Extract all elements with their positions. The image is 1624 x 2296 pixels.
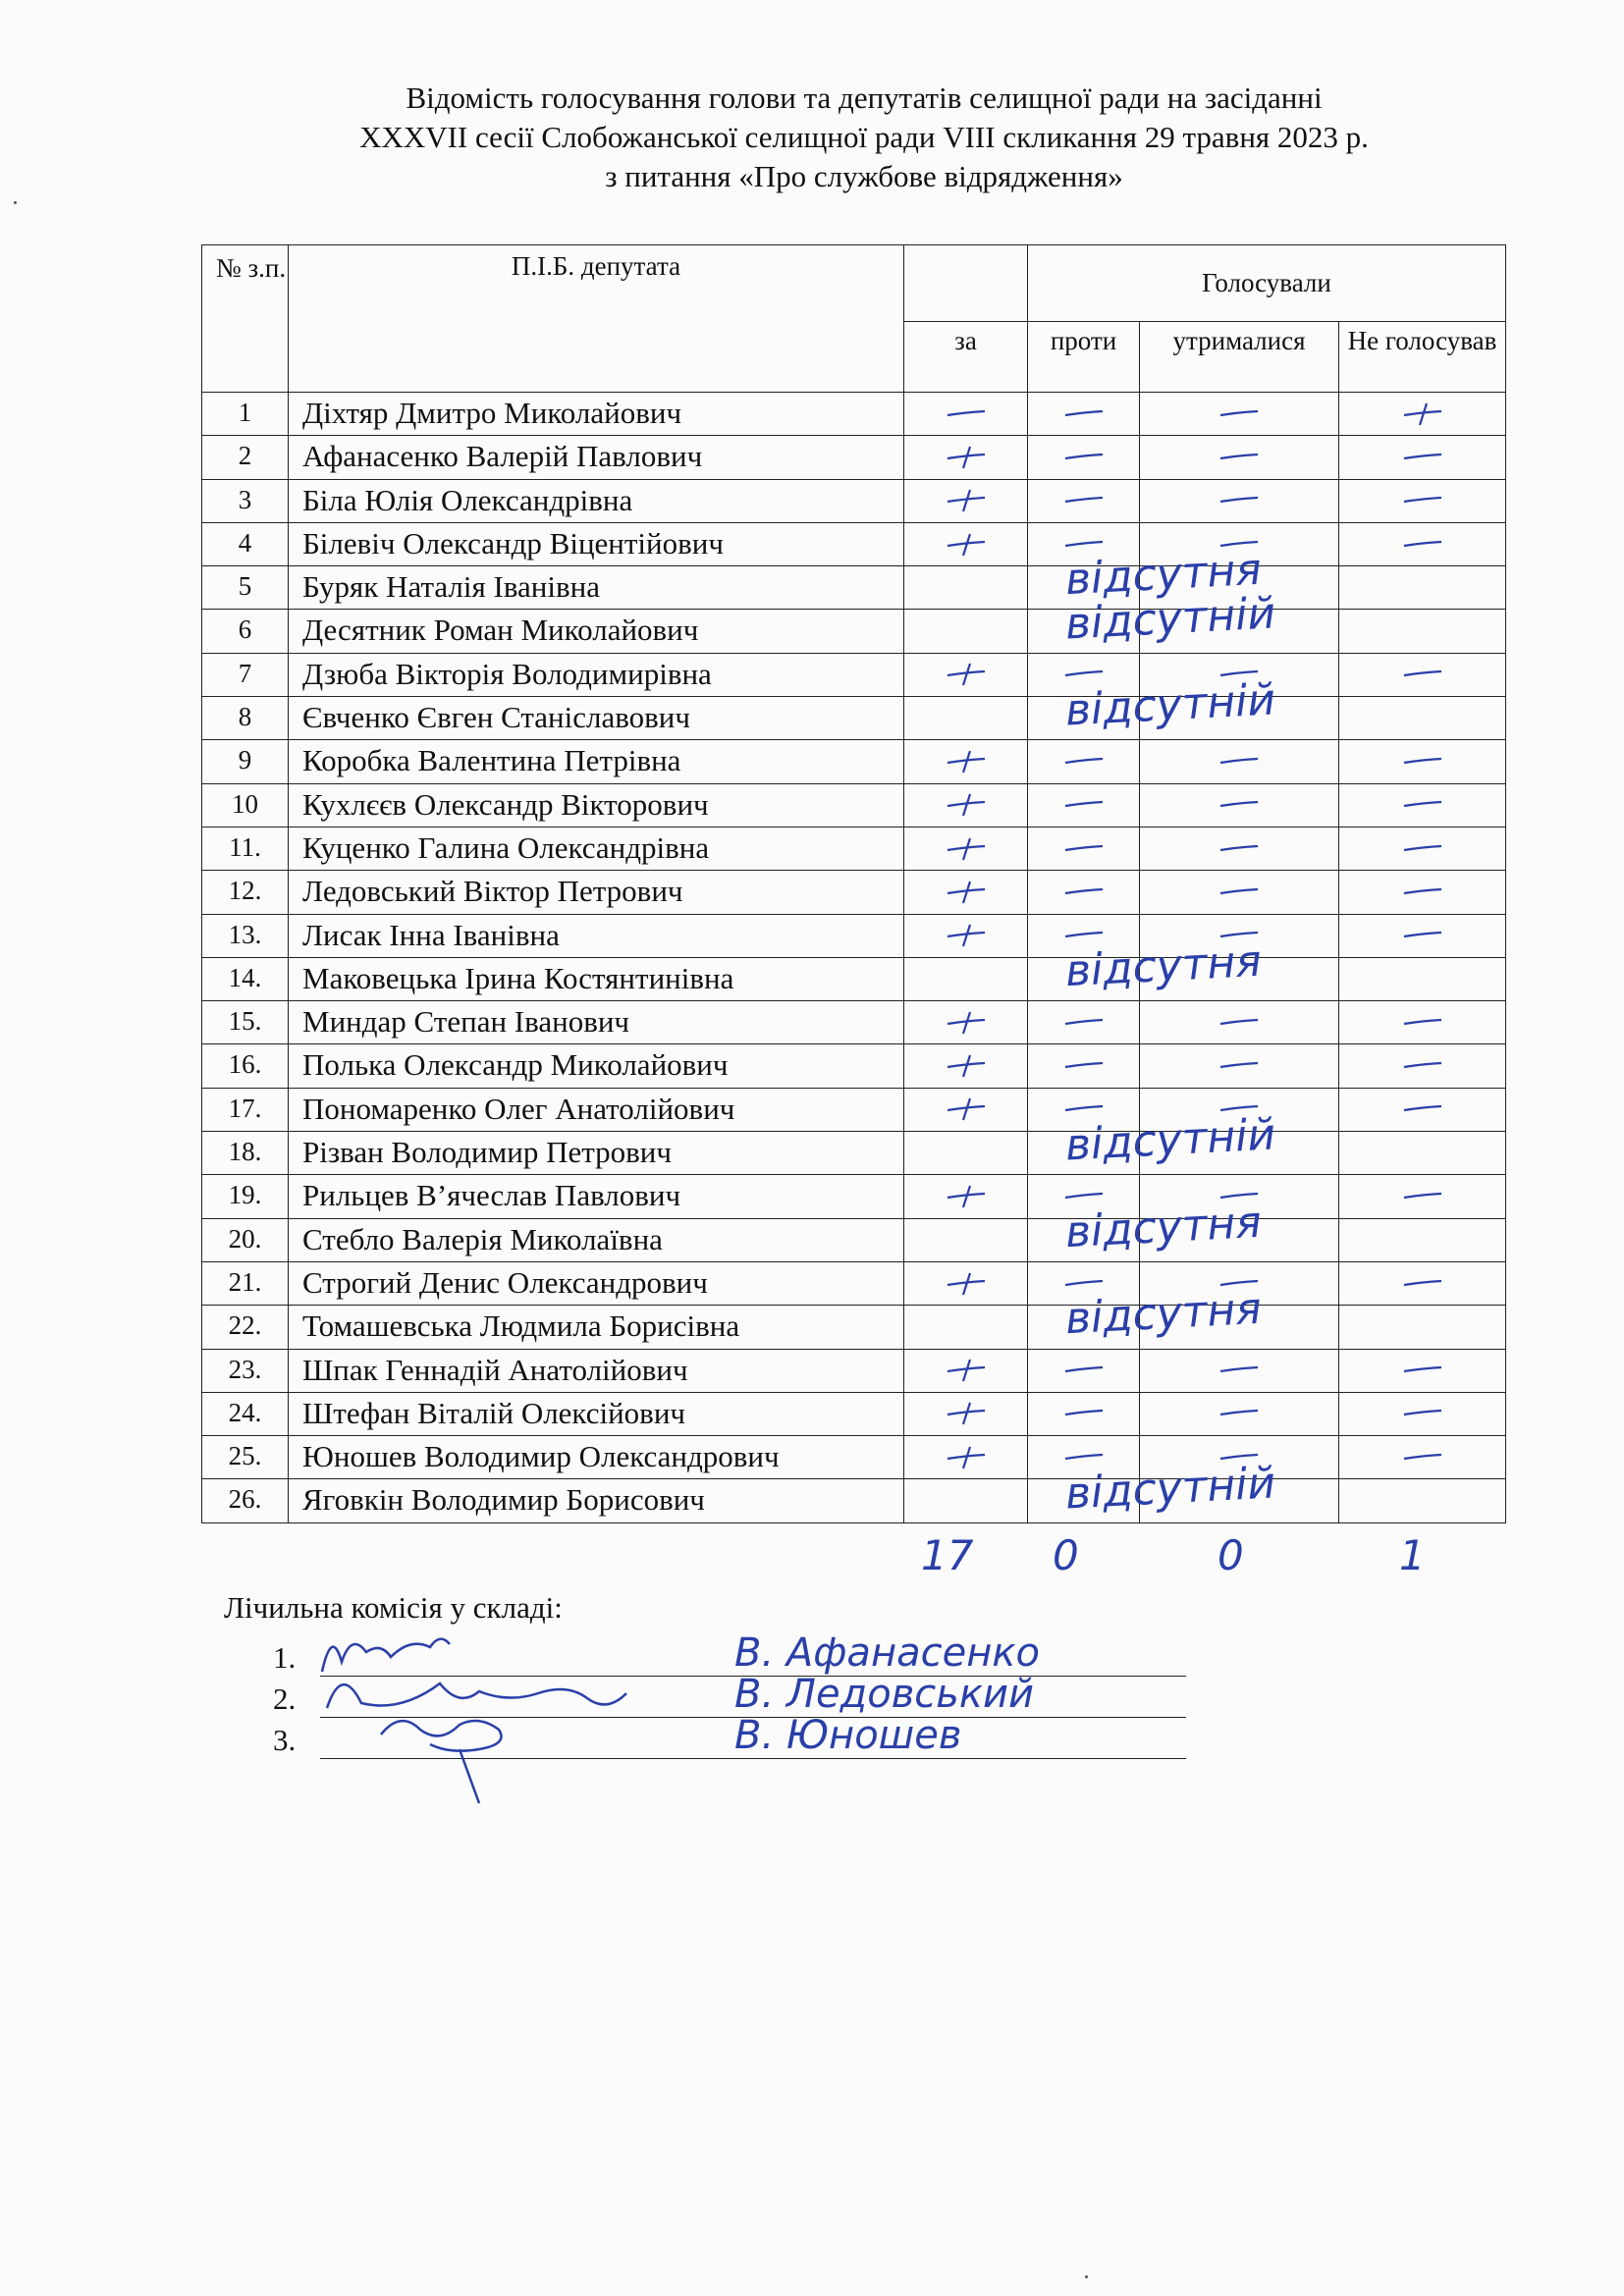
row-number: 15. xyxy=(202,1001,289,1044)
dash-mark xyxy=(1398,1399,1447,1428)
vote-cell-proty xyxy=(1028,1349,1140,1392)
table-row xyxy=(202,783,1506,827)
dash-mark xyxy=(1398,878,1447,907)
vote-cell-za xyxy=(904,697,1028,740)
commission-label: Лічильна комісія у складі: xyxy=(224,1590,563,1625)
vote-cell-za xyxy=(904,1349,1028,1392)
deputy-name: Діхтяр Дмитро Миколайович xyxy=(289,393,904,436)
table-row xyxy=(202,1306,1506,1349)
absent-note: відсутній xyxy=(1063,1109,1277,1171)
scan-speck xyxy=(1085,2275,1088,2278)
vote-cell-ne-holosuvav xyxy=(1339,1132,1506,1175)
vote-cell-ne-holosuvav xyxy=(1339,1436,1506,1479)
row-number: 4 xyxy=(202,522,289,565)
vote-cell-za xyxy=(904,827,1028,870)
dash-mark xyxy=(1398,1269,1447,1299)
table-row xyxy=(202,1436,1506,1479)
vote-cell-ne-holosuvav xyxy=(1339,1001,1506,1044)
dash-mark xyxy=(1398,660,1447,689)
vote-cell-ne-holosuvav xyxy=(1339,610,1506,653)
dash-mark xyxy=(1215,747,1264,776)
vote-cell-proty xyxy=(1028,436,1140,479)
header-proty: проти xyxy=(1028,322,1140,393)
dash-mark xyxy=(1059,878,1109,907)
plus-mark xyxy=(942,1095,991,1124)
vote-cell-za xyxy=(904,957,1028,1000)
dash-mark xyxy=(1215,878,1264,907)
dash-mark xyxy=(1059,790,1109,820)
vote-cell-za xyxy=(904,1479,1028,1522)
table-row xyxy=(202,1392,1506,1435)
dash-mark xyxy=(1398,1182,1447,1211)
vote-cell-za xyxy=(904,1436,1028,1479)
table-row xyxy=(202,1349,1506,1392)
deputy-name: Куценко Галина Олександрівна xyxy=(289,827,904,870)
row-number: 25. xyxy=(202,1436,289,1479)
vote-cell-ne-holosuvav xyxy=(1339,436,1506,479)
dash-mark xyxy=(1059,747,1109,776)
deputy-name: Ледовський Віктор Петрович xyxy=(289,871,904,914)
dash-mark xyxy=(1398,530,1447,560)
vote-cell-za xyxy=(904,1392,1028,1435)
dash-mark xyxy=(1215,1399,1264,1428)
vote-cell-ne-holosuvav xyxy=(1339,566,1506,610)
vote-cell-ne-holosuvav xyxy=(1339,740,1506,783)
vote-cell-utrymalysia xyxy=(1140,1001,1339,1044)
table-row xyxy=(202,653,1506,696)
deputy-name: Яговкін Володимир Борисович xyxy=(289,1479,904,1522)
plus-mark xyxy=(942,1269,991,1299)
header-utrymalysia: утрималися xyxy=(1140,322,1339,393)
signature-3 xyxy=(312,1705,568,1813)
row-number: 8 xyxy=(202,697,289,740)
scan-speck xyxy=(14,201,17,204)
vote-cell-za xyxy=(904,914,1028,957)
absent-note: відсутня xyxy=(1063,544,1263,606)
vote-cell-za xyxy=(904,1306,1028,1349)
dash-mark xyxy=(1398,834,1447,864)
dash-mark xyxy=(1059,443,1109,472)
deputy-name: Десятник Роман Миколайович xyxy=(289,610,904,653)
vote-cell-utrymalysia xyxy=(1140,827,1339,870)
vote-cell-ne-holosuvav xyxy=(1339,914,1506,957)
deputy-name: Полька Олександр Миколайович xyxy=(289,1044,904,1088)
row-number: 24. xyxy=(202,1392,289,1435)
dash-mark xyxy=(1059,486,1109,515)
deputy-name: Дзюба Вікторія Володимирівна xyxy=(289,653,904,696)
deputy-name: Шпак Геннадій Анатолійович xyxy=(289,1349,904,1392)
plus-mark xyxy=(942,1051,991,1081)
row-number: 21. xyxy=(202,1261,289,1305)
vote-cell-za xyxy=(904,479,1028,522)
vote-cell-za xyxy=(904,566,1028,610)
deputy-name: Томашевська Людмила Борисівна xyxy=(289,1306,904,1349)
commission-list xyxy=(273,1630,1186,1760)
deputy-name: Стебло Валерія Миколаївна xyxy=(289,1218,904,1261)
row-number: 1 xyxy=(202,393,289,436)
table-row xyxy=(202,393,1506,436)
total-za: 17 xyxy=(921,1531,974,1579)
dash-mark xyxy=(1215,790,1264,820)
dash-mark xyxy=(1398,790,1447,820)
title-line-3: з питання «Про службове відрядження» xyxy=(605,159,1123,193)
table-row xyxy=(202,1479,1506,1522)
plus-mark xyxy=(942,1443,991,1472)
row-number: 7 xyxy=(202,653,289,696)
table-row xyxy=(202,436,1506,479)
table-row xyxy=(202,1001,1506,1044)
total-ne-holosuvav: 1 xyxy=(1399,1531,1426,1579)
row-number: 12. xyxy=(202,871,289,914)
table-row xyxy=(202,740,1506,783)
dash-mark xyxy=(1059,1051,1109,1081)
vote-cell-za xyxy=(904,1088,1028,1131)
vote-cell-za xyxy=(904,522,1028,565)
row-number: 14. xyxy=(202,957,289,1000)
table-row xyxy=(202,871,1506,914)
vote-cell-ne-holosuvav xyxy=(1339,1218,1506,1261)
voting-table xyxy=(201,244,1506,1523)
plus-mark xyxy=(942,530,991,560)
deputy-name: Строгий Денис Олександрович xyxy=(289,1261,904,1305)
dash-mark xyxy=(1398,1356,1447,1385)
vote-cell-ne-holosuvav xyxy=(1339,1349,1506,1392)
row-number: 17. xyxy=(202,1088,289,1131)
vote-cell-za xyxy=(904,740,1028,783)
table-row xyxy=(202,827,1506,870)
row-number: 3 xyxy=(202,479,289,522)
deputy-name: Рильцев В’ячеслав Павлович xyxy=(289,1175,904,1218)
vote-cell-ne-holosuvav xyxy=(1339,522,1506,565)
table-row xyxy=(202,957,1506,1000)
plus-mark xyxy=(942,1182,991,1211)
vote-cell-ne-holosuvav xyxy=(1339,1392,1506,1435)
deputy-name: Пономаренко Олег Анатолійович xyxy=(289,1088,904,1131)
dash-mark xyxy=(1398,921,1447,950)
dash-mark xyxy=(1398,486,1447,515)
plus-mark xyxy=(1398,400,1447,429)
vote-cell-za xyxy=(904,393,1028,436)
member-num: 3. xyxy=(273,1723,297,1757)
total-proty: 0 xyxy=(1053,1531,1079,1579)
vote-cell-proty xyxy=(1028,393,1140,436)
deputy-name: Білевіч Олександр Віцентійович xyxy=(289,522,904,565)
vote-cell-proty xyxy=(1028,827,1140,870)
vote-cell-ne-holosuvav xyxy=(1339,871,1506,914)
dash-mark xyxy=(1215,1008,1264,1038)
vote-cell-za xyxy=(904,1001,1028,1044)
deputy-name: Буряк Наталія Іванівна xyxy=(289,566,904,610)
deputy-name: Біла Юлія Олександрівна xyxy=(289,479,904,522)
absent-note: відсутній xyxy=(1063,1457,1277,1520)
deputy-name: Маковецька Ірина Костянтинівна xyxy=(289,957,904,1000)
header-name: П.І.Б. депутата xyxy=(289,245,904,393)
vote-cell-ne-holosuvav xyxy=(1339,479,1506,522)
absent-note: відсутня xyxy=(1063,935,1263,997)
vote-cell-utrymalysia xyxy=(1140,1392,1339,1435)
dash-mark xyxy=(1398,1008,1447,1038)
member-num: 1. xyxy=(273,1640,297,1675)
document-title xyxy=(177,79,1551,196)
dash-mark xyxy=(1398,443,1447,472)
row-number: 13. xyxy=(202,914,289,957)
plus-mark xyxy=(942,921,991,950)
dash-mark xyxy=(1215,400,1264,429)
dash-mark xyxy=(1215,1356,1264,1385)
dash-mark xyxy=(1215,486,1264,515)
table-row xyxy=(202,479,1506,522)
header-ne-holosuvav: Не голосував xyxy=(1339,322,1506,393)
dash-mark xyxy=(1398,747,1447,776)
row-number: 11. xyxy=(202,827,289,870)
vote-cell-ne-holosuvav xyxy=(1339,827,1506,870)
row-number: 18. xyxy=(202,1132,289,1175)
dash-mark xyxy=(1215,1051,1264,1081)
table-row xyxy=(202,566,1506,610)
dash-mark xyxy=(1398,1095,1447,1124)
row-number: 10 xyxy=(202,783,289,827)
member-name: В. Афанасенко xyxy=(734,1630,1040,1676)
vote-cell-ne-holosuvav xyxy=(1339,1044,1506,1088)
vote-cell-utrymalysia xyxy=(1140,479,1339,522)
dash-mark xyxy=(942,400,991,429)
vote-cell-ne-holosuvav xyxy=(1339,1306,1506,1349)
row-number: 26. xyxy=(202,1479,289,1522)
plus-mark xyxy=(942,834,991,864)
deputy-name: Штефан Віталій Олексійович xyxy=(289,1392,904,1435)
deputy-name: Миндар Степан Іванович xyxy=(289,1001,904,1044)
dash-mark xyxy=(1059,1356,1109,1385)
vote-cell-utrymalysia xyxy=(1140,783,1339,827)
deputy-name: Різван Володимир Петрович xyxy=(289,1132,904,1175)
plus-mark xyxy=(942,1356,991,1385)
commission-member xyxy=(273,1713,1186,1760)
vote-cell-za xyxy=(904,1218,1028,1261)
vote-cell-proty xyxy=(1028,740,1140,783)
row-number: 23. xyxy=(202,1349,289,1392)
header-blank xyxy=(904,245,1028,322)
totals-row xyxy=(0,1531,1624,1580)
vote-cell-ne-holosuvav xyxy=(1339,957,1506,1000)
member-name: В. Ледовський xyxy=(734,1672,1034,1717)
header-za: за xyxy=(904,322,1028,393)
vote-cell-proty xyxy=(1028,1044,1140,1088)
row-number: 5 xyxy=(202,566,289,610)
vote-cell-za xyxy=(904,871,1028,914)
title-line-2: XXXVII сесії Слобожанської селищної ради VIII скликання 29 травня 2023 р. xyxy=(359,120,1369,154)
vote-cell-za xyxy=(904,1261,1028,1305)
deputy-name: Лисак Інна Іванівна xyxy=(289,914,904,957)
vote-cell-za xyxy=(904,1175,1028,1218)
vote-cell-utrymalysia xyxy=(1140,740,1339,783)
table-row xyxy=(202,610,1506,653)
deputy-name: Коробка Валентина Петрівна xyxy=(289,740,904,783)
total-utrymalysia: 0 xyxy=(1218,1531,1244,1579)
row-number: 22. xyxy=(202,1306,289,1349)
vote-cell-za xyxy=(904,783,1028,827)
row-number: 9 xyxy=(202,740,289,783)
deputy-name: Євченко Євген Станіславович xyxy=(289,697,904,740)
table-row xyxy=(202,1088,1506,1131)
table-row xyxy=(202,1261,1506,1305)
row-number: 20. xyxy=(202,1218,289,1261)
plus-mark xyxy=(942,443,991,472)
vote-cell-utrymalysia xyxy=(1140,393,1339,436)
table-row xyxy=(202,1175,1506,1218)
row-number: 2 xyxy=(202,436,289,479)
row-number: 16. xyxy=(202,1044,289,1088)
member-num: 2. xyxy=(273,1682,297,1716)
table-row xyxy=(202,522,1506,565)
vote-cell-za xyxy=(904,653,1028,696)
plus-mark xyxy=(942,878,991,907)
vote-cell-utrymalysia xyxy=(1140,1044,1339,1088)
dash-mark xyxy=(1059,1008,1109,1038)
dash-mark xyxy=(1215,443,1264,472)
table-row xyxy=(202,1044,1506,1088)
dash-mark xyxy=(1398,1443,1447,1472)
absent-note: відсутній xyxy=(1063,587,1277,650)
vote-cell-proty xyxy=(1028,479,1140,522)
deputy-name: Юношев Володимир Олександрович xyxy=(289,1436,904,1479)
vote-cell-za xyxy=(904,436,1028,479)
vote-cell-ne-holosuvav xyxy=(1339,393,1506,436)
voting-table-body xyxy=(202,393,1506,1523)
vote-cell-proty xyxy=(1028,871,1140,914)
absent-note: відсутня xyxy=(1063,1197,1263,1257)
vote-cell-ne-holosuvav xyxy=(1339,1261,1506,1305)
plus-mark xyxy=(942,486,991,515)
vote-cell-utrymalysia xyxy=(1140,436,1339,479)
vote-cell-za xyxy=(904,610,1028,653)
plus-mark xyxy=(942,790,991,820)
vote-cell-utrymalysia xyxy=(1140,1349,1339,1392)
vote-cell-proty xyxy=(1028,783,1140,827)
header-num: № з.п. xyxy=(202,245,289,393)
absent-note: відсутній xyxy=(1063,674,1277,736)
plus-mark xyxy=(942,1008,991,1038)
deputy-name: Кухлєєв Олександр Вікторович xyxy=(289,783,904,827)
vote-cell-proty xyxy=(1028,1392,1140,1435)
vote-cell-za xyxy=(904,1132,1028,1175)
row-number: 6 xyxy=(202,610,289,653)
dash-mark xyxy=(1059,400,1109,429)
table-row xyxy=(202,1132,1506,1175)
plus-mark xyxy=(942,1399,991,1428)
vote-cell-ne-holosuvav xyxy=(1339,783,1506,827)
member-name: В. Юношев xyxy=(734,1713,962,1758)
plus-mark xyxy=(942,747,991,776)
vote-cell-za xyxy=(904,1044,1028,1088)
deputy-name: Афанасенко Валерій Павлович xyxy=(289,436,904,479)
table-row xyxy=(202,697,1506,740)
header-voted: Голосували xyxy=(1028,245,1506,322)
dash-mark xyxy=(1398,1051,1447,1081)
absent-note: відсутня xyxy=(1063,1284,1263,1345)
dash-mark xyxy=(1059,834,1109,864)
title-line-1: Відомість голосування голови та депутатів селищної ради на засіданні xyxy=(406,80,1323,115)
vote-cell-ne-holosuvav xyxy=(1339,1175,1506,1218)
dash-mark xyxy=(1215,834,1264,864)
vote-cell-ne-holosuvav xyxy=(1339,1088,1506,1131)
row-number: 19. xyxy=(202,1175,289,1218)
plus-mark xyxy=(942,660,991,689)
table-row xyxy=(202,1218,1506,1261)
vote-cell-utrymalysia xyxy=(1140,871,1339,914)
dash-mark xyxy=(1059,1399,1109,1428)
vote-cell-ne-holosuvav xyxy=(1339,697,1506,740)
table-row xyxy=(202,914,1506,957)
vote-cell-ne-holosuvav xyxy=(1339,653,1506,696)
vote-cell-proty xyxy=(1028,1001,1140,1044)
vote-cell-ne-holosuvav xyxy=(1339,1479,1506,1522)
